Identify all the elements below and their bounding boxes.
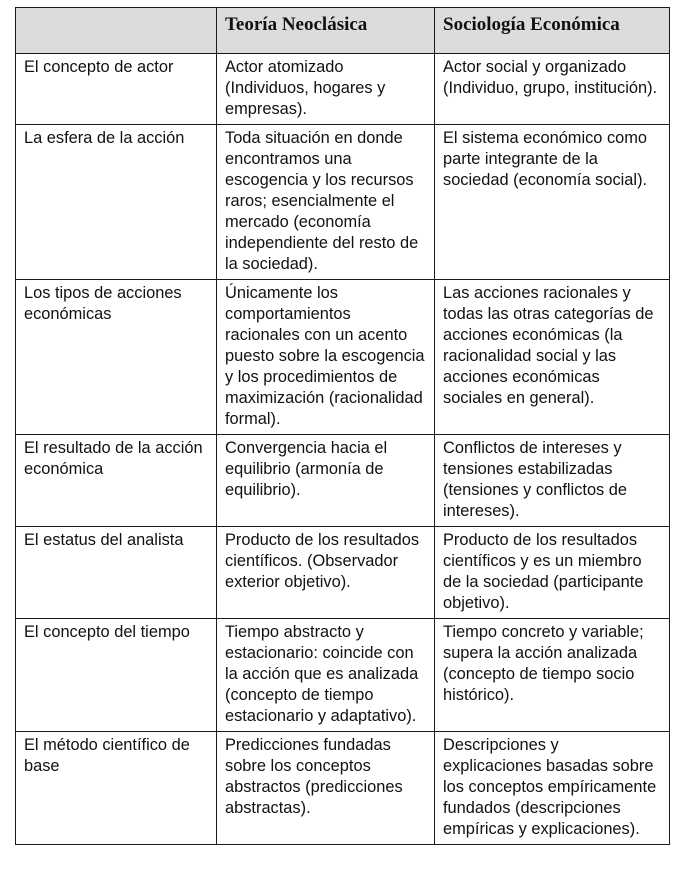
neoclassical-cell: Predicciones fundadas sobre los conceptos abstractos (predicciones abstractas).: [217, 732, 435, 845]
header-row: [16, 8, 670, 54]
header-neoclassical: Teoría Neoclásica: [217, 8, 435, 54]
comparison-table: [15, 7, 670, 845]
row-label: El método científico de base: [16, 732, 217, 845]
sociology-cell: Descripciones y explicaciones basadas sobre los conceptos empíricamente fundados (descripciones empíricas y explicaciones).: [435, 732, 670, 845]
table-row: [16, 280, 670, 435]
table-row: [16, 435, 670, 527]
row-label: El resultado de la acción económica: [16, 435, 217, 527]
table-row: [16, 732, 670, 845]
table-row: [16, 619, 670, 732]
row-label: La esfera de la acción: [16, 125, 217, 280]
row-label: El concepto del tiempo: [16, 619, 217, 732]
row-label: El estatus del analista: [16, 527, 217, 619]
sociology-cell: Conflictos de intereses y tensiones estabilizadas (tensiones y conflictos de intereses).: [435, 435, 670, 527]
sociology-cell: Producto de los resultados científicos y es un miembro de la sociedad (participante objetivo).: [435, 527, 670, 619]
neoclassical-cell: Tiempo abstracto y estacionario: coincide con la acción que es analizada (concepto de tiempo estacionario y adaptativo).: [217, 619, 435, 732]
header-economic-sociology: Sociología Económica: [435, 8, 670, 54]
row-label: El concepto de actor: [16, 54, 217, 125]
sociology-cell: Tiempo concreto y variable; supera la acción analizada (concepto de tiempo socio histórico).: [435, 619, 670, 732]
sociology-cell: Las acciones racionales y todas las otras categorías de acciones económicas (la racionalidad social y las acciones económicas sociales en general).: [435, 280, 670, 435]
neoclassical-cell: Convergencia hacia el equilibrio (armonía de equilibrio).: [217, 435, 435, 527]
neoclassical-cell: Producto de los resultados científicos. (Observador exterior objetivo).: [217, 527, 435, 619]
table-row: [16, 125, 670, 280]
table-row: [16, 54, 670, 125]
sociology-cell: Actor social y organizado (Individuo, grupo, institución).: [435, 54, 670, 125]
table-row: [16, 527, 670, 619]
neoclassical-cell: Actor atomizado (Individuos, hogares y empresas).: [217, 54, 435, 125]
sociology-cell: El sistema económico como parte integrante de la sociedad (economía social).: [435, 125, 670, 280]
header-blank-cell: [16, 8, 217, 54]
neoclassical-cell: Toda situación en donde encontramos una escogencia y los recursos raros; esencialmente el mercado (economía independiente del resto de la sociedad).: [217, 125, 435, 280]
neoclassical-cell: Únicamente los comportamientos racionales con un acento puesto sobre la escogencia y los procedimientos de maximización (racionalidad formal).: [217, 280, 435, 435]
row-label: Los tipos de acciones económicas: [16, 280, 217, 435]
